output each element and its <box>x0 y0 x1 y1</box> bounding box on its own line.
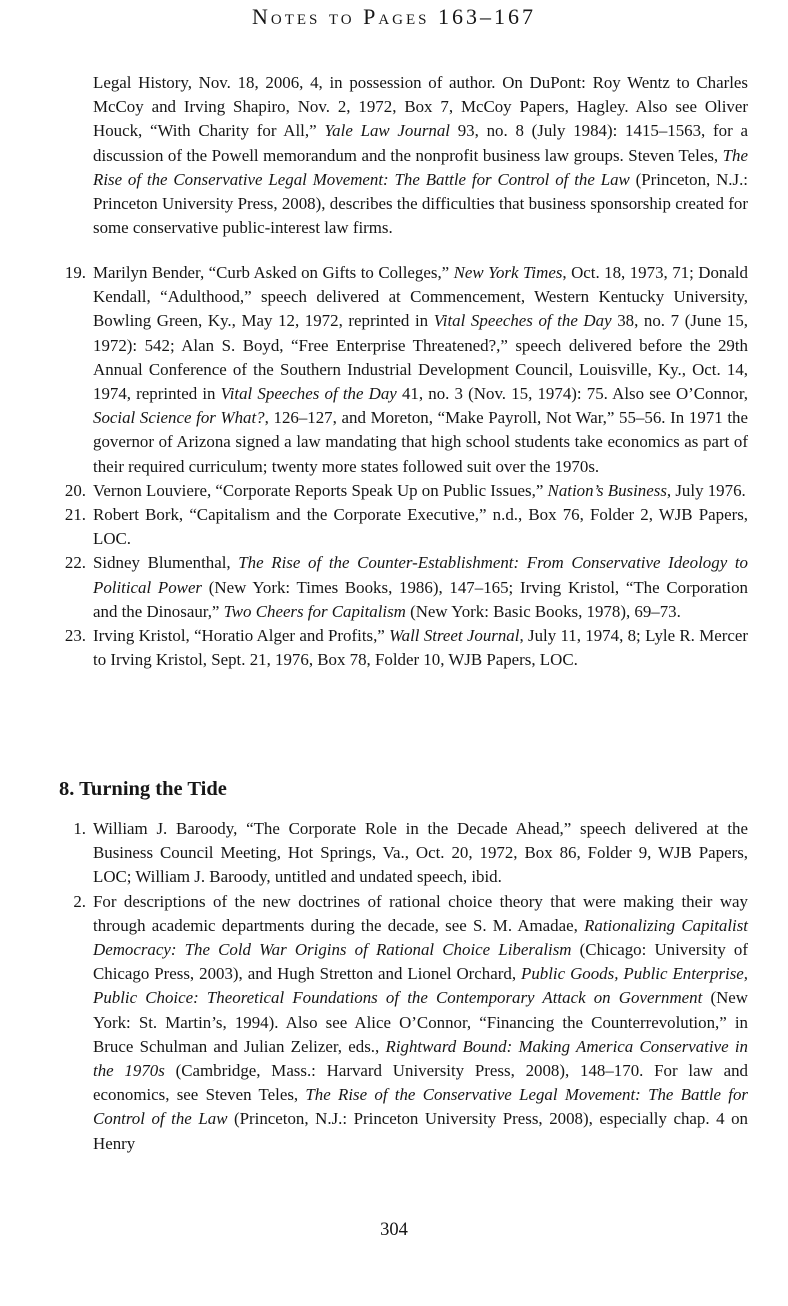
note-item <box>64 624 748 672</box>
continued-note <box>93 71 748 240</box>
note-number: 20. <box>64 480 86 500</box>
note-text: Irving Kristol, “Horatio Alger and Profits,” Wall Street Journal, July 11, 1974, 8; Lyle R. Mercer to Irving Kristol, Sept. 21, 1976, Box 78, Folder 10, WJB Papers, LOC. <box>93 626 748 670</box>
note-text: For descriptions of the new doctrines of rational choice theory that were making their way through academic departments during the decade, see S. M. Amadae, Rationalizing Capitalist Democracy: The Cold War Origins of Rational Choice Liberalism (Chicago: University of Chicago Press, 2003), and Hugh Stretton and Lionel Orchard, Public Goods, Public Enterprise, Public Choice: Theoretical Foundations of the Contemporary Attack on Government (New York: St. Martin’s, 1994). Also see Alice O’Connor, “Financing the Counterrevolution,” in Bruce Schulman and Julian Zelizer, eds., Rightward Bound: Making America Conservative in the 1970s (Cambridge, Mass.: Harvard University Press, 2008), 148–170. For law and economics, see Steven Teles, The Rise of the Conservative Legal Movement: The Battle for Control of the Law (Princeton, N.J.: Princeton University Press, 2008), especially chap. 4 on Henry <box>93 891 749 1153</box>
note-item <box>64 551 748 624</box>
note-number: 23. <box>64 626 86 646</box>
note-number: 2. <box>73 891 86 911</box>
running-header: Notes to Pages 163–167 <box>251 4 537 29</box>
note-text: Vernon Louviere, “Corporate Reports Speak Up on Public Issues,” Nation’s Business, July 1976. <box>93 480 746 500</box>
chapter8-notes-list <box>73 817 749 1156</box>
note-number: 19. <box>64 263 86 282</box>
chapter-heading: 8. Turning the Tide <box>59 778 227 800</box>
note-number: 1. <box>73 819 86 838</box>
note-item <box>64 479 748 503</box>
page-number: 304 <box>380 1220 408 1240</box>
note-text: Sidney Blumenthal, The Rise of the Counter-Establishment: From Conservative Ideology to Political Power (New York: Times Books, 1986), 147–165; Irving Kristol, “The Corporation and the Dinosaur,” Two Cheers for Capitalism (New York: Basic Books, 1978), 69–73. <box>93 553 748 621</box>
chapter7-notes-list <box>64 261 749 672</box>
note-text: Legal History, Nov. 18, 2006, 4, in possession of author. On DuPont: Roy Wentz to Charles McCoy and Irving Shapiro, Nov. 2, 1972, Box 7, McCoy Papers, Hagley. Also see Oliver Houck, “With Charity for All,” Yale Law Journal 93, no. 8 (July 1984): 1415–1563, for a discussion of the Powell memorandum and the nonprofit business law groups. Steven Teles, The Rise of the Conservative Legal Movement: The Battle for Control of the Law (Princeton, N.J.: Princeton University Press, 2008), describes the difficulties that business sponsorship created for some conservative public-interest law firms. <box>93 73 749 238</box>
note-item <box>64 503 748 551</box>
note-text: William J. Baroody, “The Corporate Role in the Decade Ahead,” speech delivered at the Business Council Meeting, Hot Springs, Va., Oct. 20, 1972, Box 86, Folder 9, WJB Papers, LOC; William J. Baroody, untitled and undated speech, ibid. <box>93 819 748 887</box>
note-number: 21. <box>64 505 86 525</box>
note-item <box>73 817 748 890</box>
note-continuation <box>93 71 748 240</box>
note-number: 22. <box>64 553 86 573</box>
note-text: Robert Bork, “Capitalism and the Corporate Executive,” n.d., Box 76, Folder 2, WJB Papers, LOC. <box>93 505 748 549</box>
note-item <box>73 890 749 1156</box>
note-item <box>64 261 749 479</box>
note-text: Marilyn Bender, “Curb Asked on Gifts to Colleges,” New York Times, Oct. 18, 1973, 71; Donald Kendall, “Adulthood,” speech delivered at Commencement, Western Kentucky University, Bowling Green, Ky., May 12, 1972, reprinted in Vital Speeches of the Day 38, no. 7 (June 15, 1972): 542; Alan S. Boyd, “Free Enterprise Threatened?,” speech delivered before the 29th Annual Conference of the Southern Industrial Development Council, Louisville, Ky., Oct. 14, 1974, reprinted in Vital Speeches of the Day 41, no. 3 (Nov. 15, 1974): 75. Also see O’Connor, Social Science for What?, 126–127, and Moreton, “Make Payroll, Not War,” 55–56. In 1971 the governor of Arizona signed a law mandating that high school students take economics as part of their required curriculum; twenty more states followed suit over the 1970s. <box>93 263 749 476</box>
